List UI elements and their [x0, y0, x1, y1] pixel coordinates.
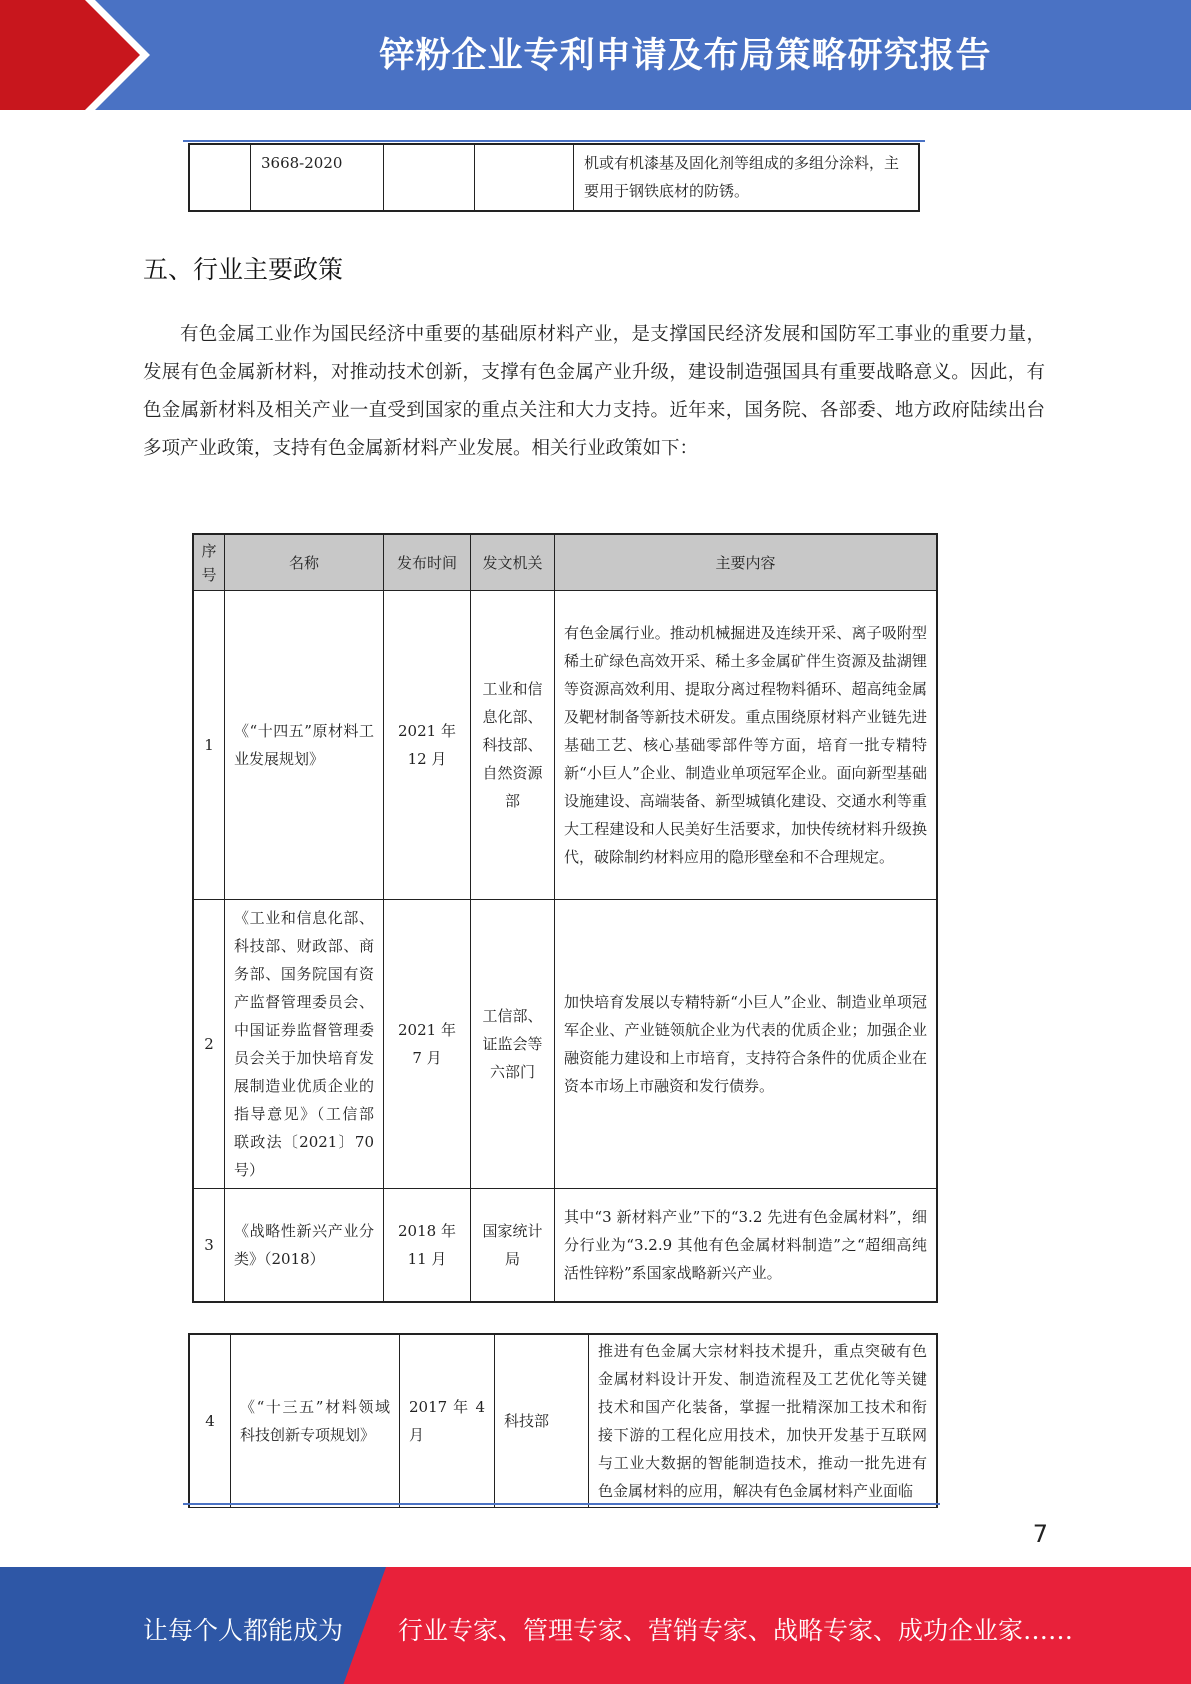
page-header	[0, 0, 1191, 110]
section-heading: 五、行业主要政策	[143, 255, 344, 284]
footer-slogan-left: 让每个人都能成为	[143, 1616, 344, 1645]
col-header-date: 发布时间	[384, 534, 471, 591]
col-header-content: 主要内容	[555, 534, 938, 591]
row-org: 工业和信息化部、科技部、自然资源部	[471, 591, 555, 900]
table-cell: 机或有机漆基及固化剂等组成的多组分涂料，主要用于钢铁底材的防锈。	[574, 144, 920, 211]
policy-table	[192, 533, 938, 1303]
section-paragraph: 有色金属工业作为国民经济中重要的基础原材料产业，是支撑国民经济发展和国防军工事业的重要力量，发展有色金属新材料，对推动技术创新，支撑有色金属产业升级，建设制造强国具有重要战略意义。因此，有色金属新材料及相关产业一直受到国家的重点关注和大力支持。近年来，国务院、各部委、地方政府陆续出台多项产业政策，支持有色金属新材料产业发展。相关行业政策如下：	[143, 324, 1045, 459]
row-org: 科技部	[495, 1334, 589, 1508]
col-header-no: 序号	[193, 534, 225, 591]
red-arrow-logo	[0, 0, 160, 110]
row-no: 2	[193, 900, 225, 1189]
page-footer	[0, 1567, 1191, 1684]
table-bottom-rule	[183, 1503, 940, 1505]
table-row	[193, 591, 937, 900]
row-name: 《工业和信息化部、科技部、财政部、商务部、国务院国有资产监督管理委员会、中国证券监督管理委员会关于加快培育发展制造业优质企业的指导意见》（工信部联政法〔2021〕70 号）	[225, 900, 384, 1189]
row-name: 《“十四五”原材料工业发展规划》	[225, 591, 384, 900]
row-date: 2018 年 11 月	[384, 1189, 471, 1303]
table-row	[189, 1334, 937, 1508]
row-name: 《战略性新兴产业分类》（2018）	[225, 1189, 384, 1303]
row-date: 2021 年 12 月	[384, 591, 471, 900]
row-date: 2017 年 4 月	[400, 1334, 495, 1508]
row-content: 加快培育发展以专精特新“小巨人”企业、制造业单项冠军企业、产业链领航企业为代表的优质企业；加强企业融资能力建设和上市培育，支持符合条件的优质企业在资本市场上市融资和发行债券。	[555, 900, 938, 1189]
row-content: 推进有色金属大宗材料技术提升，重点突破有色金属材料设计开发、制造流程及工艺优化等关键技术和国产化装备，掌握一批精深加工技术和衔接下游的工程化应用技术，加快开发基于互联网与工业大数据的智能制造技术，推动一批先进有色金属材料的应用，解决有色金属材料产业面临	[589, 1334, 938, 1508]
row-no: 1	[193, 591, 225, 900]
table-row	[193, 900, 937, 1189]
footer-slogan-right: 行业专家、管理专家、营销专家、战略专家、成功企业家……	[398, 1616, 1074, 1645]
table-row	[193, 1189, 937, 1303]
table-cell	[475, 144, 574, 211]
table-row	[189, 144, 919, 211]
report-title: 锌粉企业专利申请及布局策略研究报告	[379, 36, 992, 76]
row-org: 工信部、证监会等六部门	[471, 900, 555, 1189]
row-org: 国家统计局	[471, 1189, 555, 1303]
table-cell	[384, 144, 475, 211]
policy-table-continued	[188, 1333, 938, 1508]
page-number: 7	[1032, 1520, 1048, 1548]
col-header-org: 发文机关	[471, 534, 555, 591]
row-name: 《“十三五”材料领域科技创新专项规划》	[231, 1334, 400, 1508]
row-no: 4	[189, 1334, 231, 1508]
table-cell	[189, 144, 251, 211]
row-content: 其中“3 新材料产业”下的“3.2 先进有色金属材料”，细分行业为“3.2.9 其他有色金属材料制造”之“超细高纯活性锌粉”系国家战略新兴产业。	[555, 1189, 938, 1303]
table-top-rule	[183, 140, 925, 142]
table-cell: 3668-2020	[251, 144, 384, 211]
col-header-name: 名称	[225, 534, 384, 591]
continued-standards-table	[188, 143, 920, 212]
table-header-row	[193, 534, 937, 591]
row-date: 2021 年 7 月	[384, 900, 471, 1189]
row-content: 有色金属行业。推动机械掘进及连续开采、离子吸附型稀土矿绿色高效开采、稀土多金属矿伴生资源及盐湖锂等资源高效利用、提取分离过程物料循环、超高纯金属及靶材制备等新技术研发。重点围绕原材料产业链先进基础工艺、核心基础零部件等方面，培育一批专精特新“小巨人”企业、制造业单项冠军企业。面向新型基础设施建设、高端装备、新型城镇化建设、交通水利等重大工程建设和人民美好生活要求，加快传统材料升级换代，破除制约材料应用的隐形壁垒和不合理规定。	[555, 591, 938, 900]
row-no: 3	[193, 1189, 225, 1303]
